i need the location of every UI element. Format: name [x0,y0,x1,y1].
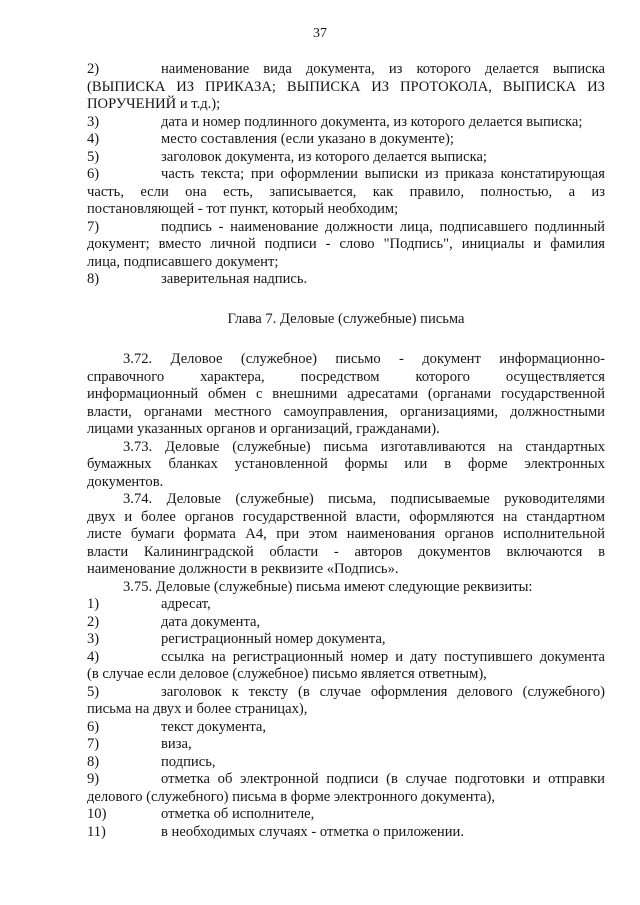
list-item-text: адресат, [161,596,211,612]
list-item-line [87,614,605,632]
list-item-number: 2) [87,61,100,77]
page-number: 37 [313,26,327,41]
list-item-continuation: делового (служебного) письма в форме электронного документа), [87,788,495,805]
list-item-continuation: лица, подписавшего документ; [87,253,279,270]
paragraph-line: наименование должности в реквизите «Подпись». [87,561,399,577]
list-item-number: 6) [87,718,100,735]
extract-requisite-item [87,61,605,114]
paragraph-line: бумажных бланках установленной формы или в форме электронных [87,456,605,472]
list-item-line [87,219,605,237]
letter-requisites-list [87,596,605,841]
extract-requisite-item [87,219,605,272]
list-item-continuation: письма на двух и более страницах), [87,701,308,717]
extract-requisite-item [87,271,605,289]
list-item-text: отметка об электронной подписи (в случае подготовки и отправки [161,771,605,787]
paragraph-line: листе бумаги формата А4, при этом наименования органов исполнительной [87,526,605,542]
paragraph-line: власти Калининградской области - авторов документов включаются в [87,543,605,560]
paragraph-line: двух и более органов государственной власти, оформляются на стандартном [87,508,605,525]
list-item-number: 4) [87,648,100,665]
paragraph [87,439,605,492]
list-item-number: 9) [87,771,100,787]
list-item-number: 4) [87,131,100,147]
letter-requisite-item [87,596,605,614]
letter-requisite-item [87,736,605,754]
list-item-number: 3) [87,631,100,647]
list-item-continuation: документ; вместо личной подписи - слово "Подпись", инициалы и фамилия [87,236,605,252]
list-item-line [87,149,605,167]
paragraph [87,491,605,579]
paragraph-first-line: 3.74. Деловые (служебные) письма, подписываемые руководителями [123,491,605,507]
chapter-paragraphs [87,351,605,596]
letter-requisite-item [87,649,605,684]
list-item-text: заверительная надпись. [161,271,308,287]
list-item-line [87,736,605,754]
list-item-number: 7) [87,736,100,752]
list-item-line [87,271,605,289]
list-item-number: 7) [87,218,100,235]
list-item-text: дата документа, [161,613,261,630]
letter-requisite-item [87,824,605,842]
list-item-line [87,131,605,149]
paragraph-first-line: 3.73. Деловые (служебные) письма изготавливаются на стандартных [123,438,605,455]
list-item-line [87,806,605,824]
paragraph-line: власти, органами местного самоуправления, организациями, должностными [87,403,605,420]
paragraph [87,579,605,597]
list-item-text: виза, [161,736,192,752]
list-item-text: текст документа, [161,718,266,735]
paragraph-line: информационный обмен с внешними адресатами (органами государственной [87,386,605,402]
letter-requisite-item [87,771,605,806]
list-item-text: регистрационный номер документа, [161,631,386,647]
list-item-continuation: постановляющей - тот пункт, который необходим; [87,201,399,217]
list-item-line [87,719,605,737]
list-item-line [87,771,605,789]
list-item-line [87,754,605,772]
list-item-number: 8) [87,271,100,287]
list-item-text: ссылка на регистрационный номер и дату поступившего документа [161,648,605,665]
paragraph-first-line: 3.75. Деловые (служебные) письма имеют следующие реквизиты: [123,578,533,595]
list-item-line [87,684,605,702]
extract-requisite-item [87,131,605,149]
list-item-text: в необходимых случаях - отметка о приложении. [161,823,464,840]
list-item-line [87,824,605,842]
list-item-line [87,61,605,79]
list-item-number: 5) [87,148,100,165]
list-item-text: часть текста; при оформлении выписки из приказа констатирующая [161,166,605,182]
list-item-text: наименование вида документа, из которого делается выписка [161,61,605,77]
chapter-heading: Глава 7. Деловые (служебные) письма [227,310,465,327]
list-item-line [87,596,605,614]
paragraph-line: документов. [87,473,164,490]
list-item-line [87,166,605,184]
paragraph-first-line: 3.72. Деловое (служебное) письмо - документ информационно- [123,351,605,367]
list-item-text: отметка об исполнителе, [161,806,315,822]
list-item-number: 6) [87,166,100,182]
list-item-text: заголовок к тексту (в случае оформления делового (служебного) [161,683,605,700]
paragraph [87,351,605,439]
extract-requisite-item [87,166,605,219]
list-item-number: 3) [87,113,100,130]
list-item-number: 11) [87,823,106,840]
list-item-number: 2) [87,613,100,630]
extract-requisites-list [87,61,605,289]
letter-requisite-item [87,684,605,719]
list-item-continuation: (ВЫПИСКА ИЗ ПРИКАЗА; ВЫПИСКА ИЗ ПРОТОКОЛА, ВЫПИСКА ИЗ [87,78,605,95]
list-item-number: 10) [87,806,107,822]
list-item-line [87,649,605,667]
list-item-continuation: (в случае если деловое (служебное) письмо является ответным), [87,666,487,682]
list-item-line [87,114,605,132]
list-item-number: 1) [87,596,100,612]
list-item-text: место составления (если указано в документе); [161,131,454,147]
paragraph-line: справочного характера, посредством которого осуществляется [87,368,605,385]
list-item-text: заголовок документа, из которого делается выписка; [161,148,487,165]
letter-requisite-item [87,754,605,772]
letter-requisite-item [87,631,605,649]
list-item-line [87,631,605,649]
list-item-continuation: ПОРУЧЕНИЙ и т.д.); [87,96,221,112]
list-item-text: дата и номер подлинного документа, из которого делается выписка; [161,113,583,130]
letter-requisite-item [87,806,605,824]
list-item-number: 5) [87,683,100,700]
extract-requisite-item [87,149,605,167]
letter-requisite-item [87,614,605,632]
letter-requisite-item [87,719,605,737]
extract-requisite-item [87,114,605,132]
document-body [87,61,605,841]
list-item-text: подпись, [161,753,216,770]
list-item-text: подпись - наименование должности лица, подписавшего подлинный [161,218,605,235]
paragraph-line: лицами указанных органов и организаций, гражданами). [87,421,440,437]
list-item-continuation: часть, если она есть, записывается, как правило, полностью, а из [87,183,605,200]
list-item-number: 8) [87,753,100,770]
